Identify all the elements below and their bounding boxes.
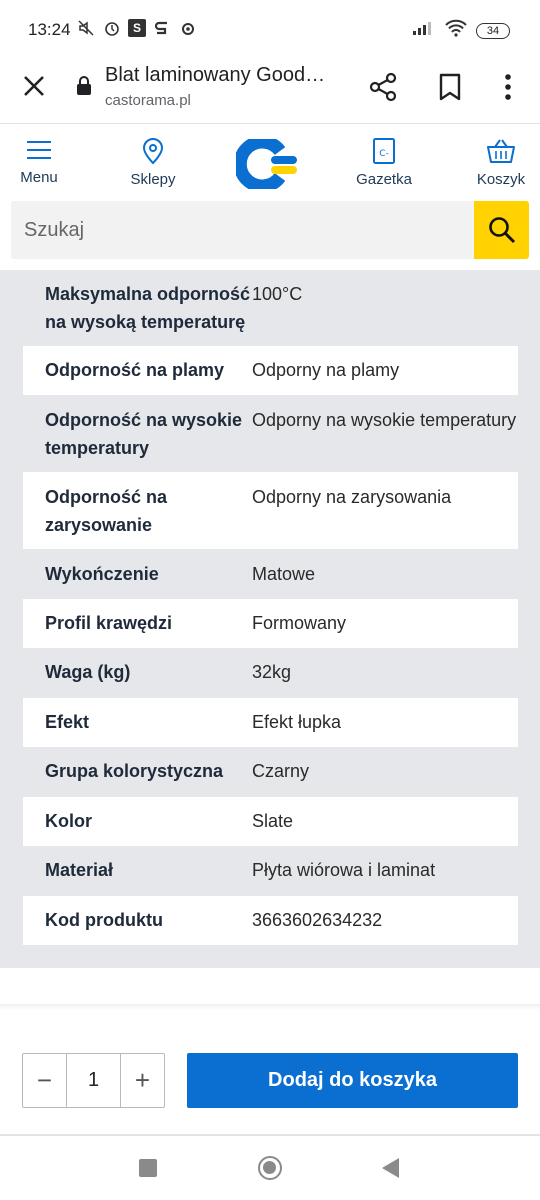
spec-value: Czarny bbox=[252, 761, 310, 781]
table-row bbox=[23, 648, 518, 698]
status-icons-left bbox=[76, 18, 198, 38]
table-row bbox=[23, 346, 518, 395]
spec-key: Odporność na zarysowanie bbox=[45, 487, 168, 535]
spec-key: Odporność na wysokie temperatury bbox=[45, 410, 243, 458]
quantity-stepper bbox=[22, 1053, 165, 1108]
basket-icon bbox=[486, 137, 516, 165]
gazette-icon bbox=[372, 137, 396, 165]
spec-key: Profil krawędzi bbox=[45, 613, 173, 633]
spec-value: Slate bbox=[252, 811, 294, 831]
product-specs-section bbox=[0, 270, 540, 968]
table-row bbox=[23, 395, 518, 472]
nav-gazette-label: Gazetka bbox=[356, 171, 412, 188]
lock-icon bbox=[76, 74, 92, 96]
svg-text:C-: C- bbox=[379, 149, 389, 159]
add-to-cart-button[interactable]: Dodaj do koszyka bbox=[187, 1053, 518, 1108]
bookmark-icon[interactable] bbox=[434, 70, 466, 104]
table-row bbox=[23, 599, 518, 648]
status-icons-right bbox=[412, 19, 510, 42]
g-app-icon bbox=[152, 18, 172, 38]
quantity-value[interactable]: 1 bbox=[87, 1069, 100, 1091]
spec-table bbox=[23, 270, 518, 945]
signal-icon bbox=[412, 20, 436, 41]
spec-value: Odporny na zarysowania bbox=[252, 487, 452, 507]
battery-icon: 34 bbox=[476, 23, 510, 39]
search-input[interactable] bbox=[11, 201, 475, 259]
spec-key: Waga (kg) bbox=[45, 662, 131, 682]
spec-value: 3663602634232 bbox=[252, 910, 383, 930]
spec-key: Odporność na plamy bbox=[45, 360, 225, 380]
location-pin-icon bbox=[141, 137, 165, 165]
close-icon[interactable] bbox=[18, 70, 50, 102]
search-button[interactable] bbox=[474, 201, 529, 259]
alarm-icon bbox=[102, 18, 122, 38]
nav-cart-label: Koszyk bbox=[476, 171, 526, 188]
table-row bbox=[23, 472, 518, 549]
spec-key: Maksymalna odporność na wysoką temperaturę bbox=[45, 284, 251, 332]
spec-value: Efekt łupka bbox=[252, 712, 342, 732]
nav-menu[interactable] bbox=[0, 137, 84, 186]
table-row bbox=[23, 846, 518, 896]
browser-toolbar bbox=[0, 56, 540, 124]
spec-key: Efekt bbox=[45, 712, 90, 732]
status-bar bbox=[0, 0, 540, 56]
search-icon bbox=[487, 215, 517, 245]
nav-stores[interactable] bbox=[108, 137, 198, 188]
spec-value: 32kg bbox=[252, 662, 292, 682]
castorama-logo[interactable] bbox=[236, 139, 300, 189]
more-options-icon[interactable] bbox=[494, 70, 522, 104]
nav-cart[interactable] bbox=[456, 137, 540, 188]
nav-stores-label: Sklepy bbox=[130, 171, 176, 188]
spec-value: 100°C bbox=[252, 284, 303, 304]
back-icon[interactable] bbox=[382, 1158, 399, 1178]
spec-value: Matowe bbox=[252, 564, 316, 584]
mute-icon bbox=[76, 18, 96, 38]
table-row bbox=[23, 270, 518, 346]
spec-value: Odporny na wysokie temperatury bbox=[252, 410, 517, 430]
table-row bbox=[23, 896, 518, 945]
status-time: 13:24 bbox=[28, 20, 71, 39]
home-icon[interactable] bbox=[258, 1156, 282, 1180]
table-row bbox=[23, 797, 518, 846]
s-app-icon: S bbox=[128, 19, 146, 37]
recents-icon[interactable] bbox=[139, 1159, 157, 1177]
quantity-decrease-button[interactable]: − bbox=[23, 1054, 67, 1107]
share-icon[interactable] bbox=[366, 70, 400, 104]
spec-value: Formowany bbox=[252, 613, 347, 633]
table-row bbox=[23, 747, 518, 797]
table-row bbox=[23, 549, 518, 599]
purchase-bar-shadow bbox=[0, 1004, 540, 1010]
spec-key: Materiał bbox=[45, 860, 114, 880]
spec-key: Kod produktu bbox=[45, 910, 163, 930]
nav-menu-label: Menu bbox=[20, 169, 58, 186]
hamburger-icon bbox=[25, 137, 53, 163]
spec-key: Wykończenie bbox=[45, 564, 159, 584]
quantity-increase-button[interactable]: + bbox=[120, 1054, 164, 1107]
site-header bbox=[0, 125, 540, 270]
spec-key: Grupa kolorystyczna bbox=[45, 761, 224, 781]
nav-gazette[interactable] bbox=[339, 137, 429, 188]
spec-value: Płyta wiórowa i laminat bbox=[252, 860, 436, 880]
spec-value: Odporny na plamy bbox=[252, 360, 400, 380]
table-row bbox=[23, 698, 518, 747]
page-url: castorama.pl bbox=[105, 92, 191, 109]
wifi-icon bbox=[444, 19, 468, 42]
spec-key: Kolor bbox=[45, 811, 92, 831]
system-nav-bar bbox=[0, 1136, 540, 1200]
search-bar bbox=[11, 201, 529, 259]
page-title: Blat laminowany Good… bbox=[105, 64, 326, 86]
headset-icon bbox=[178, 18, 198, 38]
